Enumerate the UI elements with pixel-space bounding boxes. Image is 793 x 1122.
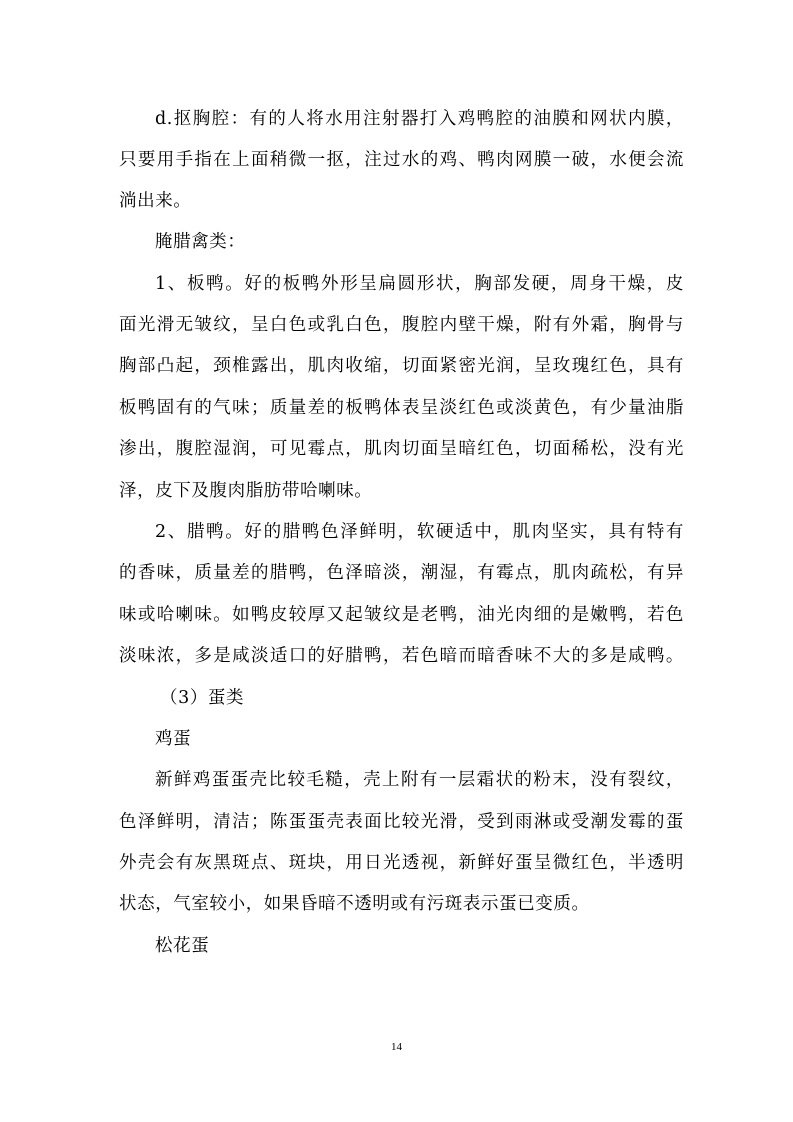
text-line: 只要用手指在上面稍微一抠，注过水的鸡、鸭肉网膜一破，水便会流 xyxy=(119,150,684,170)
text-line: 泽，皮下及腹肉脂肪带哈喇味。 xyxy=(119,481,373,501)
text-line: 色泽鲜明，清洁；陈蛋蛋壳表面比较光滑，受到雨淋或受潮发霉的蛋 xyxy=(119,812,684,832)
text-line: 渗出，腹腔湿润，可见霉点，肌肉切面呈暗红色，切面稀松，没有光 xyxy=(119,439,684,459)
section-heading: 鸡蛋 xyxy=(155,729,192,749)
text-line: 1、板鸭。好的板鸭外形呈扁圆形状，胸部发硬，周身干燥，皮 xyxy=(155,274,684,294)
text-line: 面光滑无皱纹，呈白色或乳白色，腹腔内壁干燥，附有外霜，胸骨与 xyxy=(119,315,684,335)
section-heading: 松花蛋 xyxy=(155,936,210,956)
text-line: 状态，气室较小，如果昏暗不透明或有污斑表示蛋已变质。 xyxy=(119,894,590,914)
text-line: 板鸭固有的气味；质量差的板鸭体表呈淡红色或淡黄色，有少量油脂 xyxy=(119,398,684,418)
text-line: 胸部凸起，颈椎露出，肌肉收缩，切面紧密光润，呈玫瑰红色，具有 xyxy=(119,356,684,376)
text-line: 淌出来。 xyxy=(119,191,192,211)
text-line: 味或哈喇味。如鸭皮较厚又起皱纹是老鸭，油光肉细的是嫩鸭，若色 xyxy=(119,605,684,625)
text-line: 新鲜鸡蛋蛋壳比较毛糙，壳上附有一层霜状的粉末，没有裂纹， xyxy=(155,770,684,790)
section-heading: （3）蛋类 xyxy=(160,688,245,708)
text-line: 2、腊鸭。好的腊鸭色泽鲜明，软硬适中，肌肉坚实，具有特有 xyxy=(155,522,684,542)
section-heading: 腌腊禽类： xyxy=(155,232,246,252)
text-line: 的香味，质量差的腊鸭，色泽暗淡，潮湿，有霉点，肌肉疏松，有异 xyxy=(119,563,684,583)
page-number: 14 xyxy=(391,1041,402,1053)
text-line: 淡味浓，多是咸淡适口的好腊鸭，若色暗而暗香味不大的多是咸鸭。 xyxy=(119,646,684,666)
text-line: 外壳会有灰黑斑点、斑块，用日光透视，新鲜好蛋呈微红色，半透明 xyxy=(119,853,684,873)
text-line: d.抠胸腔：有的人将水用注射器打入鸡鸭腔的油膜和网状内膜， xyxy=(155,109,684,129)
